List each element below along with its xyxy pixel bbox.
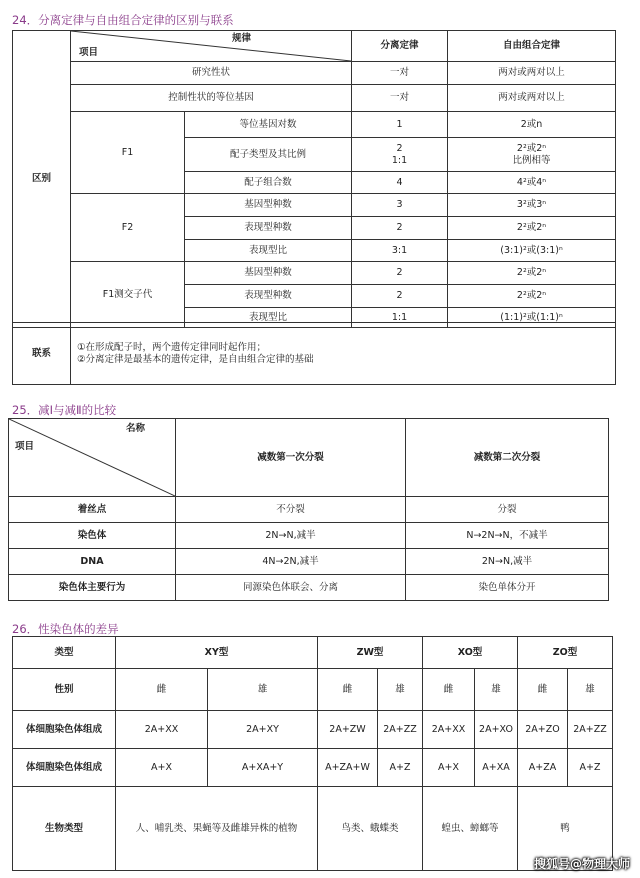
col-header-meiosis2: 减数第二次分裂 bbox=[406, 419, 609, 497]
row1-label: 体细胞染色体组成 bbox=[13, 711, 116, 749]
cell: 2N→N,减半 bbox=[176, 523, 406, 549]
cell: 2 bbox=[352, 262, 448, 285]
row-label: 配子组合数 bbox=[185, 172, 352, 194]
row-label: 基因型种数 bbox=[185, 194, 352, 217]
cell: 一对 bbox=[352, 85, 448, 112]
row-label: 等位基因对数 bbox=[185, 112, 352, 138]
cell: 2A+ZW bbox=[318, 711, 378, 749]
table-24-lianxi bbox=[12, 322, 616, 385]
header-diag-bottom: 项目 bbox=[79, 47, 99, 59]
cell: 2或n bbox=[448, 112, 616, 138]
cell: 2²或2ⁿ bbox=[448, 217, 616, 240]
cell: 2²或2ⁿ bbox=[448, 262, 616, 285]
cell: 1:1 bbox=[352, 308, 448, 328]
cell: A+X bbox=[116, 749, 208, 787]
col-header-ziyou: 自由组合定律 bbox=[448, 31, 616, 62]
sex-cell: 雄 bbox=[378, 669, 423, 711]
lianxi-line-2: ②分离定律是最基本的遗传定律，是自由组合定律的基础 bbox=[77, 353, 314, 365]
row-label: 表现型比 bbox=[185, 240, 352, 262]
row-label: 研究性状 bbox=[71, 62, 352, 85]
type-label: 类型 bbox=[13, 637, 116, 669]
section-24-title: 24．分离定律与自由组合定律的区别与联系 bbox=[12, 13, 234, 27]
cell bbox=[448, 138, 616, 172]
cell: 2 bbox=[352, 217, 448, 240]
cell: 2A+XX bbox=[116, 711, 208, 749]
table-25 bbox=[8, 418, 609, 601]
cell: 2A+ZZ bbox=[378, 711, 423, 749]
cell: A+Z bbox=[378, 749, 423, 787]
cell: A+Z bbox=[568, 749, 613, 787]
cell: 4 bbox=[352, 172, 448, 194]
cell: A+XA bbox=[475, 749, 518, 787]
type-zo: ZO型 bbox=[518, 637, 613, 669]
sex-cell: 雄 bbox=[208, 669, 318, 711]
cell-line: 2 bbox=[396, 142, 403, 154]
sex-cell: 雌 bbox=[116, 669, 208, 711]
cell: 2A+ZZ bbox=[568, 711, 613, 749]
sex-cell: 雌 bbox=[318, 669, 378, 711]
row-label: 着丝点 bbox=[9, 497, 176, 523]
cell: 一对 bbox=[352, 62, 448, 85]
col-header-fenli: 分离定律 bbox=[352, 31, 448, 62]
row-label: 染色体 bbox=[9, 523, 176, 549]
cell: 两对或两对以上 bbox=[448, 62, 616, 85]
cell: 4²或4ⁿ bbox=[448, 172, 616, 194]
sex-cell: 雄 bbox=[568, 669, 613, 711]
type-xy: XY型 bbox=[116, 637, 318, 669]
bio-cell: 鸟类、蛾蝶类 bbox=[318, 787, 423, 871]
cell: A+X bbox=[423, 749, 475, 787]
section-26-title: 26．性染色体的差异 bbox=[12, 622, 119, 636]
table-26 bbox=[12, 636, 613, 871]
cell: 2²或2ⁿ bbox=[448, 285, 616, 308]
header-diagonal-cell bbox=[71, 31, 352, 62]
cell: 染色单体分开 bbox=[406, 575, 609, 601]
sex-cell: 雌 bbox=[423, 669, 475, 711]
cell: 2A+ZO bbox=[518, 711, 568, 749]
group-testcross: F1测交子代 bbox=[71, 262, 185, 328]
type-xo: XO型 bbox=[423, 637, 518, 669]
lianxi-label: 联系 bbox=[13, 323, 71, 385]
section-25-title: 25．减Ⅰ与减Ⅱ的比较 bbox=[12, 403, 117, 417]
bio-cell: 人、哺乳类、果蝇等及雌雄异株的植物 bbox=[116, 787, 318, 871]
cell-line: 2²或2ⁿ bbox=[516, 142, 547, 154]
cell: A+XA+Y bbox=[208, 749, 318, 787]
row-label: 配子类型及其比例 bbox=[185, 138, 352, 172]
cell: A+ZA bbox=[518, 749, 568, 787]
row-label: 表现型种数 bbox=[185, 217, 352, 240]
cell: 2A+XO bbox=[475, 711, 518, 749]
cell: 2A+XX bbox=[423, 711, 475, 749]
row-label: 基因型种数 bbox=[185, 262, 352, 285]
sex-label: 性别 bbox=[13, 669, 116, 711]
cell-line: 1:1 bbox=[391, 154, 408, 166]
table-24 bbox=[12, 30, 616, 328]
cell: 2 bbox=[352, 285, 448, 308]
lianxi-line-1: ①在形成配子时，两个遗传定律同时起作用； bbox=[77, 341, 267, 353]
bio-label: 生物类型 bbox=[13, 787, 116, 871]
cell: 同源染色体联会、分离 bbox=[176, 575, 406, 601]
row-label: DNA bbox=[9, 549, 176, 575]
bio-cell: 鸭 bbox=[518, 787, 613, 871]
qubie-label: 区别 bbox=[13, 31, 71, 328]
cell: N→2N→N，不减半 bbox=[406, 523, 609, 549]
cell: 分裂 bbox=[406, 497, 609, 523]
col-header-meiosis1: 减数第一次分裂 bbox=[176, 419, 406, 497]
cell: 两对或两对以上 bbox=[448, 85, 616, 112]
group-f1: F1 bbox=[71, 112, 185, 194]
header-diag-bottom: 项目 bbox=[15, 441, 35, 452]
cell: 4N→2N,减半 bbox=[176, 549, 406, 575]
header-diag-top: 名称 bbox=[125, 423, 145, 434]
cell: (1:1)²或(1:1)ⁿ bbox=[448, 308, 616, 328]
cell-line: 比例相等 bbox=[512, 154, 551, 166]
sex-cell: 雄 bbox=[475, 669, 518, 711]
cell: A+ZA+W bbox=[318, 749, 378, 787]
row-label: 表现型比 bbox=[185, 308, 352, 328]
cell: 2A+XY bbox=[208, 711, 318, 749]
header-diag-top: 规律 bbox=[231, 33, 251, 44]
lianxi-content bbox=[71, 323, 616, 385]
row-label: 控制性状的等位基因 bbox=[71, 85, 352, 112]
cell bbox=[352, 138, 448, 172]
group-f2: F2 bbox=[71, 194, 185, 262]
cell: 2N→N,减半 bbox=[406, 549, 609, 575]
cell: 不分裂 bbox=[176, 497, 406, 523]
row2-label: 体细胞染色体组成 bbox=[13, 749, 116, 787]
type-zw: ZW型 bbox=[318, 637, 423, 669]
cell: 1 bbox=[352, 112, 448, 138]
cell: 3:1 bbox=[352, 240, 448, 262]
row-label: 表现型种数 bbox=[185, 285, 352, 308]
row-label: 染色体主要行为 bbox=[9, 575, 176, 601]
cell: 3 bbox=[352, 194, 448, 217]
watermark: 搜狐号@物理大师 bbox=[533, 857, 630, 871]
bio-cell: 蝗虫、蟑螂等 bbox=[423, 787, 518, 871]
cell: 3²或3ⁿ bbox=[448, 194, 616, 217]
header-diagonal-cell bbox=[9, 419, 176, 497]
cell: (3:1)²或(3:1)ⁿ bbox=[448, 240, 616, 262]
sex-cell: 雌 bbox=[518, 669, 568, 711]
